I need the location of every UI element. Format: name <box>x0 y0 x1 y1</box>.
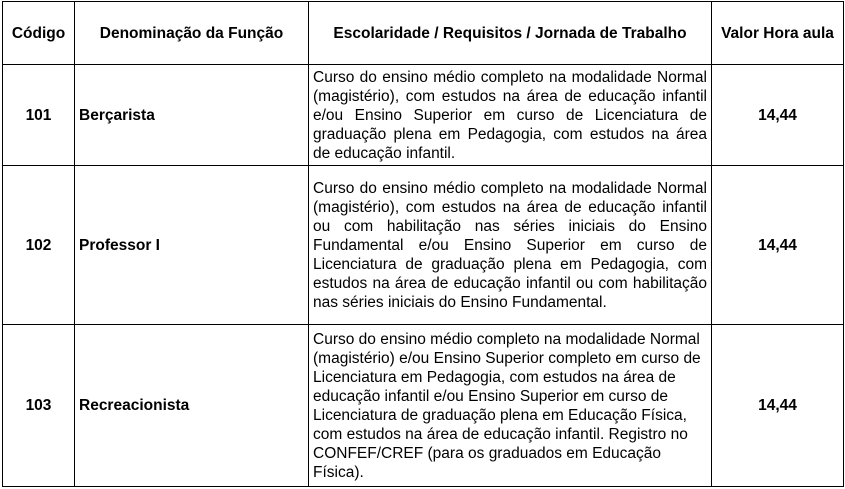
row-code: 103 <box>3 325 75 487</box>
row-requirements: Curso do ensino médio completo na modalidade Normal (magistério), com estudos na área de educação infantil ou com habilitação nas séries iniciais do Ensino Fundamental e/ou Ensino Superior em curso de Licenciatura de graduação plena em Pedagogia, com estudos na área de educação infantil ou com habilitação nas séries iniciais do Ensino Fundamental. <box>309 166 712 325</box>
header-requirements: Escolaridade / Requisitos / Jornada de Trabalho <box>309 2 712 65</box>
table-row <box>3 166 844 325</box>
row-function: Berçarista <box>75 65 309 166</box>
row-code: 101 <box>3 65 75 166</box>
table-row <box>3 325 844 487</box>
row-hour-value: 14,44 <box>712 166 844 325</box>
row-code: 102 <box>3 166 75 325</box>
job-positions-table <box>2 1 844 487</box>
row-requirements: Curso do ensino médio completo na modalidade Normal (magistério) e/ou Ensino Superior completo em curso de Licenciatura em Pedagogia, com estudos na área de educação infantil e/ou Ensino Superior em curso de Licenciatura de graduação plena em Educação Física, com estudos na área de educação infantil. Registro no CONFEF/CREF (para os graduados em Educação Física). <box>309 325 712 487</box>
row-hour-value: 14,44 <box>712 65 844 166</box>
table-row <box>3 65 844 166</box>
header-hour-value: Valor Hora aula <box>712 2 844 65</box>
row-requirements: Curso do ensino médio completo na modalidade Normal (magistério), com estudos na área de educação infantil e/ou Ensino Superior em curso de Licenciatura de graduação plena em Pedagogia, com estudos na área de educação infantil. <box>309 65 712 166</box>
table-header-row <box>3 2 844 65</box>
header-function: Denominação da Função <box>75 2 309 65</box>
row-hour-value: 14,44 <box>712 325 844 487</box>
header-code: Código <box>3 2 75 65</box>
row-function: Professor I <box>75 166 309 325</box>
row-function: Recreacionista <box>75 325 309 487</box>
